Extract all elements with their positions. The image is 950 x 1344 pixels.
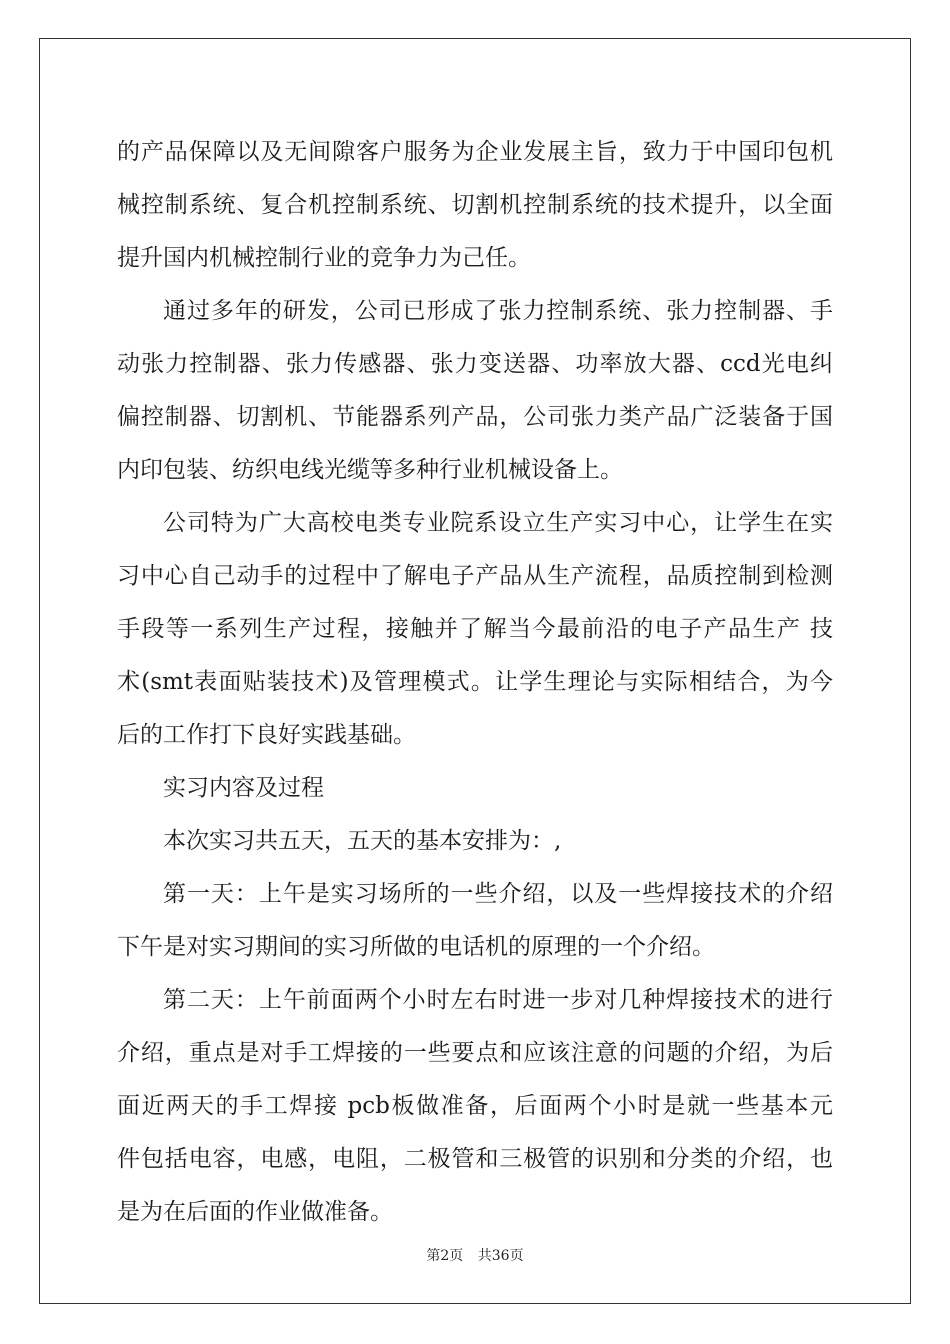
paragraph-line: 械控制系统、复合机控制系统、切割机控制系统的技术提升，以全面 xyxy=(117,192,833,218)
paragraph-line: 手段等一系列生产过程，接触并了解当今最前沿的电子产品生产 技 xyxy=(117,616,833,642)
page-total: 共36页 xyxy=(477,1248,524,1264)
paragraph-line: 公司特为广大高校电类专业院系设立生产实习中心，让学生在实 xyxy=(163,510,833,536)
document-body xyxy=(117,126,833,1239)
paragraph-line: 介绍，重点是对手工焊接的一些要点和应该注意的问题的介绍，为后 xyxy=(117,1040,833,1066)
section-heading: 实习内容及过程 xyxy=(163,775,324,801)
paragraph-line: 提升国内机械控制行业的竞争力为己任。 xyxy=(117,245,531,271)
paragraph-line: 后的工作打下良好实践基础。 xyxy=(117,722,416,748)
paragraph-line: 面近两天的手工焊接 pcb板做准备，后面两个小时是就一些基本元 xyxy=(117,1093,833,1119)
paragraph-line: 术(smt表面贴装技术)及管理模式。让学生理论与实际相结合，为今 xyxy=(117,669,833,695)
paragraph-line: 习中心自己动手的过程中了解电子产品从生产流程，品质控制到检测 xyxy=(117,563,833,589)
paragraph-line: 的产品保障以及无间隙客户服务为企业发展主旨，致力于中国印包机 xyxy=(117,139,833,165)
paragraph-line: 下午是对实习期间的实习所做的电话机的原理的一个介绍。 xyxy=(117,934,715,960)
paragraph-line: 内印包装、纺织电线光缆等多种行业机械设备上。 xyxy=(117,457,623,483)
paragraph-line: 偏控制器、切割机、节能器系列产品，公司张力类产品广泛装备于国 xyxy=(117,404,833,430)
page-footer xyxy=(0,1245,950,1265)
paragraph-line: 第二天：上午前面两个小时左右时进一步对几种焊接技术的进行 xyxy=(163,987,833,1013)
paragraph-line: 动张力控制器、张力传感器、张力变送器、功率放大器、ccd光电纠 xyxy=(117,351,833,377)
paragraph-line: 第一天：上午是实习场所的一些介绍，以及一些焊接技术的介绍 xyxy=(163,881,833,907)
paragraph-line: 通过多年的研发，公司已形成了张力控制系统、张力控制器、手 xyxy=(163,298,833,324)
paragraph-line: 是为在后面的作业做准备。 xyxy=(117,1199,393,1225)
paragraph-line: 件包括电容，电感，电阻，二极管和三极管的识别和分类的介绍，也 xyxy=(117,1146,833,1172)
paragraph-line: 本次实习共五天，五天的基本安排为：, xyxy=(163,828,562,854)
page-number: 第2页 xyxy=(426,1248,464,1264)
